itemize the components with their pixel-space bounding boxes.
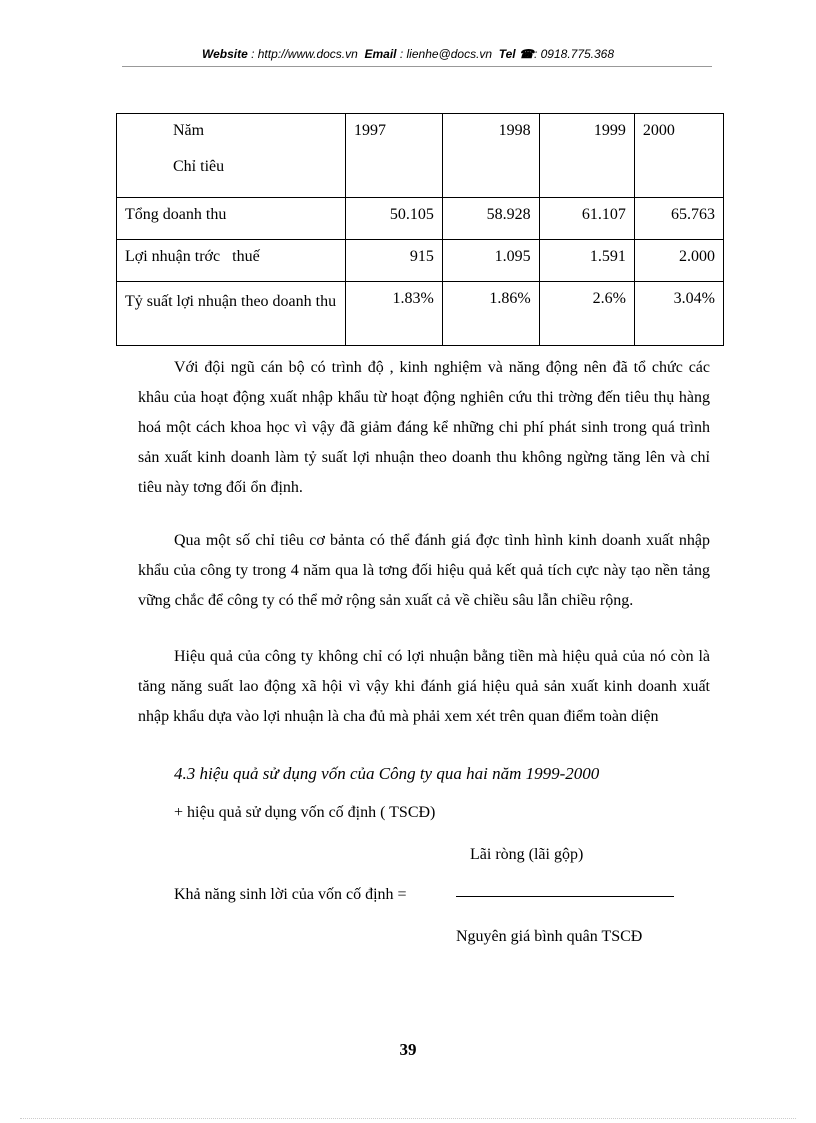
page-header xyxy=(0,47,816,61)
table-cell: 65.763 xyxy=(634,198,723,240)
table-cell: 1.86% xyxy=(442,282,539,346)
footer-divider xyxy=(20,1118,796,1119)
paragraph: Hiệu quả của công ty không chỉ có lợi nhuận bằng tiền mà hiệu quả của nó còn là tăng năng suất lao động xã hội vì vậy khi đánh giá hiệu quả sản xuất kinh doanh xuất nhập khẩu dựa vào lợi nhuận là cha đủ mà phải xem xét trên quan điểm toàn diện xyxy=(138,648,710,725)
table-cell: 1.095 xyxy=(442,240,539,282)
phone-icon: ☎ xyxy=(519,47,534,61)
table-corner-header xyxy=(117,114,346,198)
table-cell: 2.000 xyxy=(634,240,723,282)
formula-denominator: Nguyên giá bình quân TSCĐ xyxy=(456,928,643,945)
paragraph: Qua một số chỉ tiêu cơ bảnta có thể đánh giá đợc tình hình kinh doanh xuất nhập khẩu của công ty trong 4 năm qua là tơng đối hiệu quả kết quả tích cực này tạo nền tảng vững chắc để công ty có thể mở rộng sản xuất cả về chiều sâu lẫn chiều rộng. xyxy=(138,532,710,609)
table-cell: 915 xyxy=(346,240,443,282)
year-header: 2000 xyxy=(634,114,723,198)
website-label: Website xyxy=(201,47,248,61)
table-cell: 3.04% xyxy=(634,282,723,346)
financial-table xyxy=(116,113,724,346)
row-label: Tỷ suất lợi nhuận theo doanh thu xyxy=(117,282,346,346)
table-cell: 50.105 xyxy=(346,198,443,240)
header-year-label: Năm xyxy=(173,122,205,139)
section-title: 4.3 hiệu quả sử dụng vốn của Công ty qua hai năm 1999-2000 xyxy=(174,764,600,783)
header-indicator-label: Chỉ tiêu xyxy=(173,158,225,175)
email-label: Email xyxy=(364,47,397,61)
table-row xyxy=(117,198,724,240)
formula-lhs: Khả năng sinh lời của vốn cố định = xyxy=(174,886,407,903)
table-row xyxy=(117,282,724,346)
table-header-row xyxy=(117,114,724,198)
row-label: Tổng doanh thu xyxy=(117,198,346,240)
table-cell: 1.591 xyxy=(539,240,634,282)
email-value: : lienhe@docs.vn xyxy=(399,47,493,61)
website-value: : http://www.docs.vn xyxy=(251,47,358,61)
year-header: 1998 xyxy=(442,114,539,198)
row-label: Lợi nhuận trớc thuế xyxy=(117,240,346,282)
table-cell: 1.83% xyxy=(346,282,443,346)
tel-value: : 0918.775.368 xyxy=(533,47,615,61)
header-divider xyxy=(122,66,712,67)
bullet-line: + hiệu quả sử dụng vốn cố định ( TSCĐ) xyxy=(174,804,436,821)
table-row xyxy=(117,240,724,282)
formula-numerator: Lãi ròng (lãi gộp) xyxy=(470,846,584,863)
table-cell: 2.6% xyxy=(539,282,634,346)
fraction-bar xyxy=(456,896,674,897)
table-cell: 61.107 xyxy=(539,198,634,240)
table-cell: 58.928 xyxy=(442,198,539,240)
page-number: 39 xyxy=(399,1040,417,1059)
year-header: 1997 xyxy=(346,114,443,198)
paragraph: Với đội ngũ cán bộ có trình độ , kinh nghiệm và năng động nên đã tổ chức các khâu của hoạt động xuất nhập khẩu từ hoạt động nghiên cứu thi trờng đến tiêu thụ hàng hoá một cách khoa học vì vậy đã giảm đáng kể những chi phí phát sinh trong quá trình sản xuất kinh doanh làm tỷ suất lợi nhuận theo doanh thu không ngừng tăng lên và chỉ tiêu này tơng đối ổn định. xyxy=(138,359,710,496)
tel-label: Tel xyxy=(498,47,516,61)
year-header: 1999 xyxy=(539,114,634,198)
